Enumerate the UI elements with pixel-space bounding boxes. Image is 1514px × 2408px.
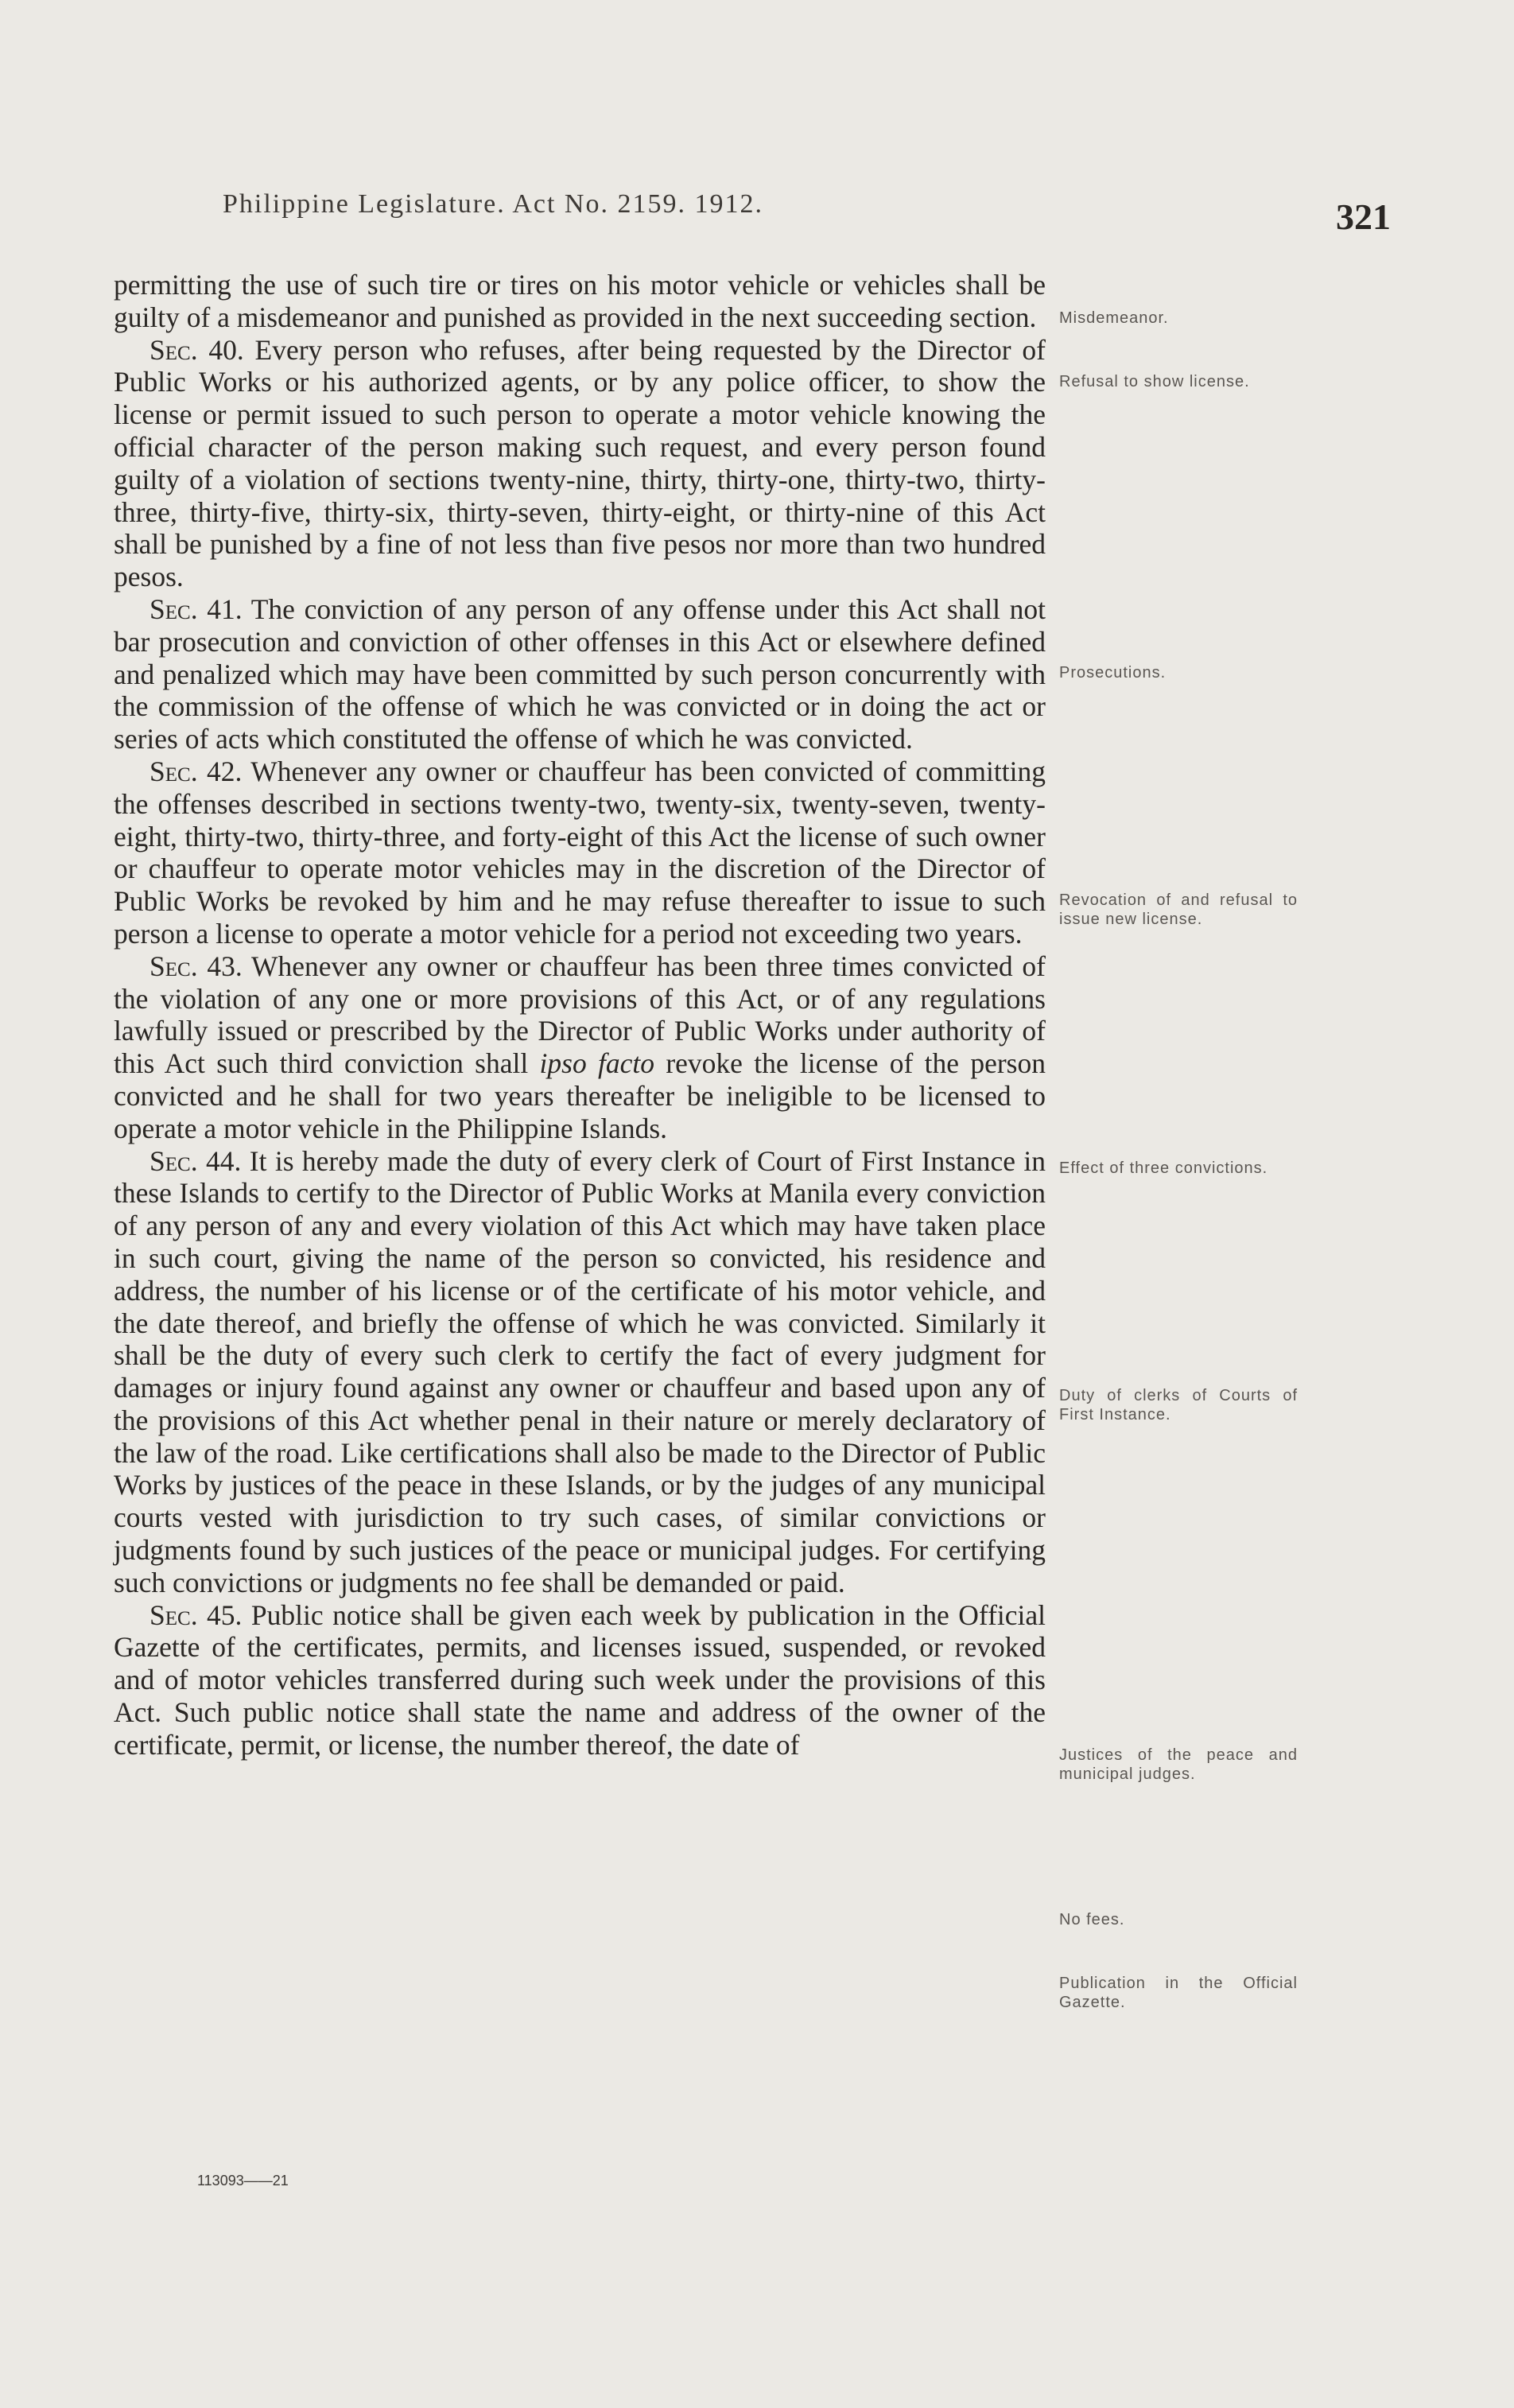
- section-40-label: Sec. 40.: [149, 333, 244, 366]
- margin-note-revocation: Revocation of and refusal to issue new license.: [1059, 891, 1298, 928]
- section-42-label: Sec. 42.: [149, 755, 243, 787]
- section-42-text: Whenever any owner or chauffeur has been convicted of committing the offenses described in sections twenty-two, twenty-six, twenty-seven, twenty-eight, thirty-two, thirty-three, and forty-eight of this Act the license of such owner or chauffeur to operate motor vehicles may in the discretion of the Director of Public Works be revoked by him and he may refuse thereafter to issue to such person a license to operate a motor vehicle for a period not exceeding two years.: [114, 755, 1046, 950]
- margin-note-no-fees: No fees.: [1059, 1911, 1125, 1928]
- section-41: [114, 593, 1046, 755]
- margin-note-misdemeanor: Misdemeanor.: [1059, 309, 1169, 327]
- section-43-text-b: revoke the license of the person convicted and he shall for two years thereafter be ineligible to be licensed to operate a motor vehicle in the Philippine Islands.: [114, 1047, 1046, 1144]
- paragraph-continuation-text: permitting the use of such tire or tires on his motor vehicle or vehicles shall be guilty of a misdemeanor and punished as provided in the next succeeding section.: [114, 269, 1046, 333]
- section-42: [114, 755, 1046, 950]
- margin-note-three-convictions: Effect of three convictions.: [1059, 1159, 1268, 1177]
- body-text: [114, 269, 1046, 1761]
- section-40: [114, 334, 1046, 593]
- section-45: [114, 1599, 1046, 1761]
- margin-note-refusal: Refusal to show license.: [1059, 373, 1250, 390]
- section-41-label: Sec. 41.: [149, 592, 243, 625]
- section-41-text: The conviction of any person of any offense under this Act shall not bar prosecution and conviction of other offenses in this Act or elsewhere defined and penalized which may have been committed by such person concurrently with the commission of the offense of which he was convicted or in doing the act or series of acts which constituted the offense of which he was convicted.: [114, 592, 1046, 755]
- margin-note-prosecutions: Prosecutions.: [1059, 664, 1167, 682]
- section-45-label: Sec. 45.: [149, 1598, 243, 1631]
- margin-note-justices: Justices of the peace and municipal judges.: [1059, 1746, 1298, 1783]
- margin-note-clerks: Duty of clerks of Courts of First Instance.: [1059, 1387, 1298, 1423]
- margin-note-publication: Publication in the Official Gazette.: [1059, 1975, 1298, 2011]
- section-44-text: It is hereby made the duty of every clerk of Court of First Instance in these Islands to certify to the Director of Public Works at Manila every conviction of any person of any and every violation of this Act which may have taken place in such court, giving the name of the person so convicted, his residence and address, the number of his license or of the certificate of his motor vehicle, and the date thereof, and briefly the offense of which he was convicted. Similarly it shall be the duty of every such clerk to certify the fact of every judgment for damages or injury found against any owner or chauffeur and based upon any of the provisions of this Act whether penal in their nature or merely declaratory of the law of the road. Like certifications shall also be made to the Director of Public Works by justices of the peace in these Islands, or by the judges of any municipal courts vested with jurisdiction to try such cases, of similar convictions or judgments found by such justices of the peace or municipal judges. For certifying such convictions or judgments no fee shall be demanded or paid.: [114, 1144, 1046, 1598]
- section-44: [114, 1145, 1046, 1599]
- page-number: 321: [1336, 196, 1391, 237]
- paragraph-continuation: [114, 269, 1046, 334]
- section-40-text: Every person who refuses, after being requested by the Director of Public Works or his authorized agents, or by any police officer, to show the license or permit issued to such person to operate a motor vehicle knowing the official character of the person making such request, and every person found guilty of a violation of sections twenty-nine, thirty, thirty-one, thirty-two, thirty-three, thirty-five, thirty-six, thirty-seven, thirty-eight, or thirty-nine of this Act shall be punished by a fine of not less than five pesos nor more than two hundred pesos.: [114, 333, 1046, 593]
- section-43-italic: ipso facto: [539, 1047, 654, 1080]
- section-43: [114, 950, 1046, 1145]
- section-45-text: Public notice shall be given each week by publication in the Official Gazette of the certificates, permits, and licenses issued, suspended, or revoked and of motor vehicles transferred during such week under the provisions of this Act. Such public notice shall state the name and address of the owner of the certificate, permit, or license, the number thereof, the date of: [114, 1598, 1046, 1761]
- printer-signature: 113093——21: [197, 2173, 289, 2189]
- section-43-text-a: Whenever any owner or chauffeur has been three times convicted of the violation of any one or more provisions of this Act, or of any regulations lawfully issued or prescribed by the Director of Public Works under authority of this Act such third conviction shall: [114, 950, 1046, 1080]
- section-44-label: Sec. 44.: [149, 1144, 242, 1177]
- running-head: Philippine Legislature. Act No. 2159. 1912.: [223, 189, 763, 219]
- section-43-label: Sec. 43.: [149, 950, 243, 982]
